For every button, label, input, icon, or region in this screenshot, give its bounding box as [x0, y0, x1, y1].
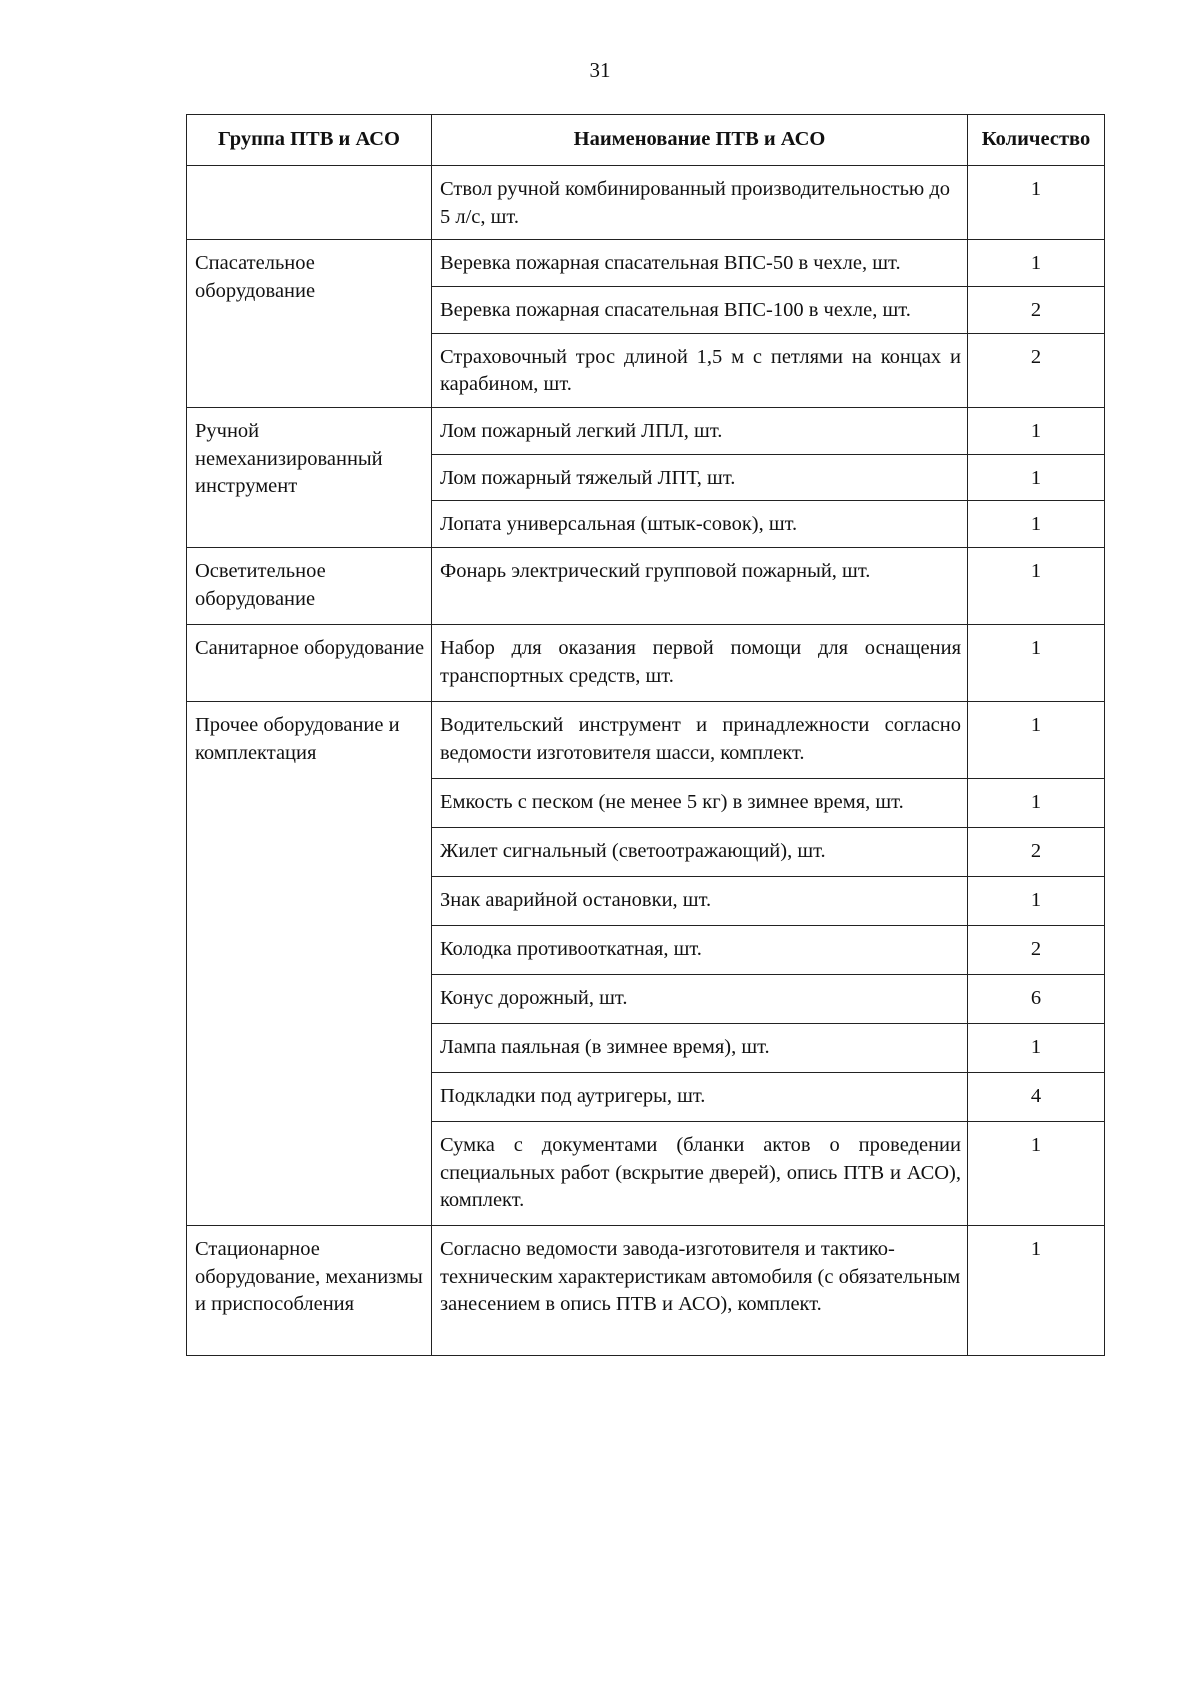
item-quantity: 2	[1030, 345, 1042, 368]
item-name-cell	[432, 702, 968, 779]
item-quantity-cell	[968, 501, 1105, 548]
item-quantity: 1	[1030, 1036, 1042, 1059]
item-name-cell	[432, 877, 968, 926]
equipment-table	[186, 114, 1105, 1356]
table-row	[187, 702, 1105, 779]
table-row	[187, 408, 1105, 455]
item-name: Лом пожарный легкий ЛПЛ, шт.	[440, 420, 723, 443]
item-name-cell	[432, 166, 968, 240]
group-cell	[187, 625, 432, 702]
group-label: Прочее оборудование и комплектация	[195, 714, 400, 764]
item-quantity-cell	[968, 287, 1105, 334]
item-quantity-cell	[968, 779, 1105, 828]
item-name-cell	[432, 501, 968, 548]
item-name: Лом пожарный тяжелый ЛПТ, шт.	[440, 466, 736, 489]
header-quantity: Количество	[968, 115, 1105, 166]
item-name-cell	[432, 625, 968, 702]
item-quantity: 1	[1030, 889, 1042, 912]
item-name: Веревка пожарная спасательная ВПС-50 в чехле, шт.	[440, 252, 901, 275]
item-quantity-cell	[968, 1073, 1105, 1122]
item-quantity-cell	[968, 702, 1105, 779]
item-quantity: 1	[1030, 637, 1042, 660]
item-quantity: 1	[1030, 1238, 1042, 1261]
item-name-cell	[432, 333, 968, 407]
item-quantity-cell	[968, 1024, 1105, 1073]
item-quantity-cell	[968, 166, 1105, 240]
item-name: Знак аварийной остановки, шт.	[440, 889, 712, 912]
page-number: 31	[589, 58, 611, 82]
item-name: Конус дорожный, шт.	[440, 987, 628, 1010]
item-name: Емкость с песком (не менее 5 кг) в зимнее время, шт.	[440, 791, 904, 814]
item-quantity: 1	[1030, 466, 1042, 489]
item-name-cell	[432, 926, 968, 975]
item-quantity-cell	[968, 408, 1105, 455]
item-name: Лампа паяльная (в зимнее время), шт.	[440, 1036, 770, 1059]
item-name: Подкладки под аутригеры, шт.	[440, 1085, 706, 1108]
group-cell	[187, 548, 432, 625]
item-quantity-cell	[968, 454, 1105, 501]
item-name: Колодка противооткатная, шт.	[440, 938, 702, 961]
item-quantity-cell	[968, 333, 1105, 407]
item-quantity: 1	[1030, 420, 1042, 443]
table-row	[187, 625, 1105, 702]
item-quantity: 1	[1030, 714, 1042, 737]
item-quantity-cell	[968, 1226, 1105, 1356]
item-name: Лопата универсальная (штык-совок), шт.	[440, 513, 798, 536]
item-quantity: 2	[1030, 840, 1042, 863]
item-quantity: 1	[1030, 791, 1042, 814]
item-name: Водительский инструмент и принадлежности согласно ведомости изготовителя шасси, комплект.	[440, 714, 961, 764]
item-name-cell	[432, 454, 968, 501]
group-label: Спасательное оборудование	[195, 252, 316, 303]
item-quantity-cell	[968, 877, 1105, 926]
item-name: Жилет сигнальный (светоотражающий), шт.	[440, 840, 826, 863]
item-name-cell	[432, 828, 968, 877]
group-label: Ручной немеханизированный инструмент	[195, 420, 383, 498]
group-label: Стационарное оборудование, механизмы и приспособления	[195, 1238, 423, 1316]
item-name-cell	[432, 548, 968, 625]
group-label: Санитарное оборудование	[195, 637, 425, 660]
group-cell	[187, 408, 432, 548]
item-quantity: 2	[1030, 938, 1042, 961]
group-label	[187, 166, 431, 184]
item-name-cell	[432, 1226, 968, 1356]
table-row	[187, 166, 1105, 240]
item-name-cell	[432, 287, 968, 334]
item-name: Фонарь электрический групповой пожарный, шт.	[440, 560, 871, 583]
item-quantity: 2	[1030, 299, 1042, 322]
item-name-cell	[432, 1122, 968, 1226]
item-name-cell	[432, 1073, 968, 1122]
item-name-cell	[432, 1024, 968, 1073]
group-cell	[187, 166, 432, 240]
item-name-cell	[432, 975, 968, 1024]
item-name: Сумка с документами (бланки актов о проведении специальных работ (вскрытие дверей), опись ПТВ и АСО), комплект.	[440, 1134, 961, 1212]
item-name: Страховочный трос длиной 1,5 м с петлями на концах и карабином, шт.	[440, 345, 961, 396]
item-quantity: 1	[1030, 560, 1042, 583]
item-name: Набор для оказания первой помощи для оснащения транспортных средств, шт.	[440, 637, 961, 687]
group-cell	[187, 702, 432, 1226]
item-name: Веревка пожарная спасательная ВПС-100 в чехле, шт.	[440, 299, 911, 322]
item-quantity-cell	[968, 625, 1105, 702]
item-quantity-cell	[968, 240, 1105, 287]
item-name-cell	[432, 779, 968, 828]
group-cell	[187, 1226, 432, 1356]
item-quantity-cell	[968, 548, 1105, 625]
item-quantity: 1	[1030, 513, 1042, 536]
table-header-row	[187, 115, 1105, 166]
item-quantity: 1	[1030, 1134, 1042, 1157]
item-quantity: 1	[1030, 252, 1042, 275]
header-group: Группа ПТВ и АСО	[187, 115, 432, 166]
table-row	[187, 1226, 1105, 1356]
item-quantity-cell	[968, 926, 1105, 975]
item-quantity: 1	[1030, 178, 1042, 200]
header-name: Наименование ПТВ и АСО	[432, 115, 968, 166]
table-row	[187, 548, 1105, 625]
item-quantity-cell	[968, 828, 1105, 877]
group-label: Осветительное оборудование	[195, 560, 326, 610]
item-name: Ствол ручной комбинированный производительностью до 5 л/с, шт.	[440, 178, 951, 228]
item-name-cell	[432, 240, 968, 287]
table-body	[187, 166, 1105, 1356]
item-quantity: 6	[1030, 987, 1042, 1010]
item-name-cell	[432, 408, 968, 455]
table-row	[187, 240, 1105, 287]
item-quantity-cell	[968, 975, 1105, 1024]
item-quantity-cell	[968, 1122, 1105, 1226]
item-quantity: 4	[1030, 1085, 1042, 1108]
item-name: Согласно ведомости завода-изготовителя и тактико-техническим характеристикам автомобиля (с обязательным занесением в опись ПТВ и АСО), комплект.	[440, 1238, 961, 1316]
group-cell	[187, 240, 432, 408]
